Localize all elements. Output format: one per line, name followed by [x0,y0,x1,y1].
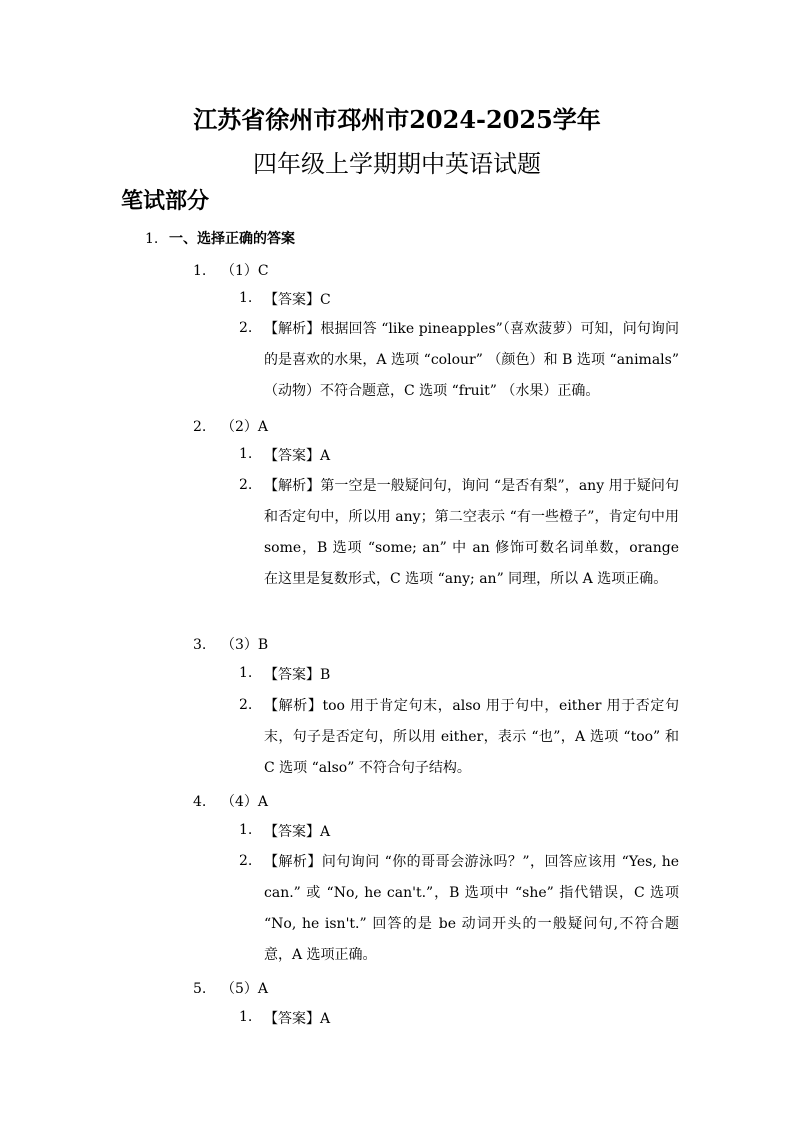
analysis-block [239,853,679,971]
answer-line [239,446,679,466]
analysis-number: 2. [239,853,253,869]
answer-number: 1. [239,446,253,462]
question-item-3 [193,634,268,654]
analysis-block [239,477,679,595]
analysis-block [239,697,679,784]
answer-number: 1. [239,822,253,838]
analysis-number: 2. [239,697,253,713]
question-label: （5）A [221,981,269,997]
analysis-number: 2. [239,477,253,493]
question-item-1 [193,260,269,280]
part-heading [145,228,295,248]
question-label: （1）C [221,263,269,279]
document-subtitle: 四年级上学期期中英语试题 [253,150,541,178]
question-number: 2. [193,419,207,435]
answer-text: 【答案】C [264,292,331,308]
question-number: 4. [193,794,207,810]
question-label: （3）B [221,637,269,653]
question-label: （4）A [221,794,269,810]
answer-number: 1. [239,665,253,681]
answer-text: 【答案】A [264,824,331,840]
question-number: 1. [193,263,207,279]
answer-line [239,290,679,310]
answer-line [239,822,679,842]
analysis-number: 2. [239,320,253,336]
question-number: 5. [193,981,207,997]
question-label: （2）A [221,419,269,435]
question-item-2 [193,416,268,436]
analysis-text: 【解析】too 用于肯定句末，also 用于句中，either 用于否定句末，句子是否定句，所以用 either，表示 “也”，A 选项 “too” 和 C 选项 “also” 不符合句子结构。 [264,698,679,776]
part-number: 1. [145,231,159,247]
analysis-block [239,320,679,407]
answer-line [239,665,679,685]
analysis-text: 【解析】问句询问 “你的哥哥会游泳吗？”，回答应该用 “Yes, he can.” 或 “No, he can't.”，B 选项中 “she” 指代错误，C 选项 “No, he isn't.” 回答的是 be 动词开头的一般疑问句,不符合题意，A 选项正确。 [264,854,679,963]
answer-number: 1. [239,290,253,306]
analysis-text: 【解析】根据回答 “like pineapples”（喜欢菠萝）可知，问句询问的是喜欢的水果，A 选项 “colour” （颜色）和 B 选项 “animals” （动物）不符合题意，C 选项 “fruit” （水果）正确。 [264,321,679,399]
question-item-5 [193,978,268,998]
answer-text: 【答案】B [264,667,331,683]
section-heading: 笔试部分 [121,188,210,214]
answer-text: 【答案】A [264,1011,331,1027]
question-item-4 [193,791,268,811]
answer-text: 【答案】A [264,448,331,464]
document-title: 江苏省徐州市邳州市2024-2025学年 [193,105,601,134]
answer-number: 1. [239,1009,253,1025]
part-title: 一、选择正确的答案 [169,231,295,247]
question-number: 3. [193,637,207,653]
answer-line [239,1009,679,1029]
analysis-text: 【解析】第一空是一般疑问句，询问 “是否有梨”，any 用于疑问句和否定句中，所以用 any；第二空表示 “有一些橙子”，肯定句中用 some，B 选项 “some; an” 中 an 修饰可数名词单数，orange 在这里是复数形式，C 选项 “any; an” 同理，所以 A 选项正确。 [264,478,679,587]
